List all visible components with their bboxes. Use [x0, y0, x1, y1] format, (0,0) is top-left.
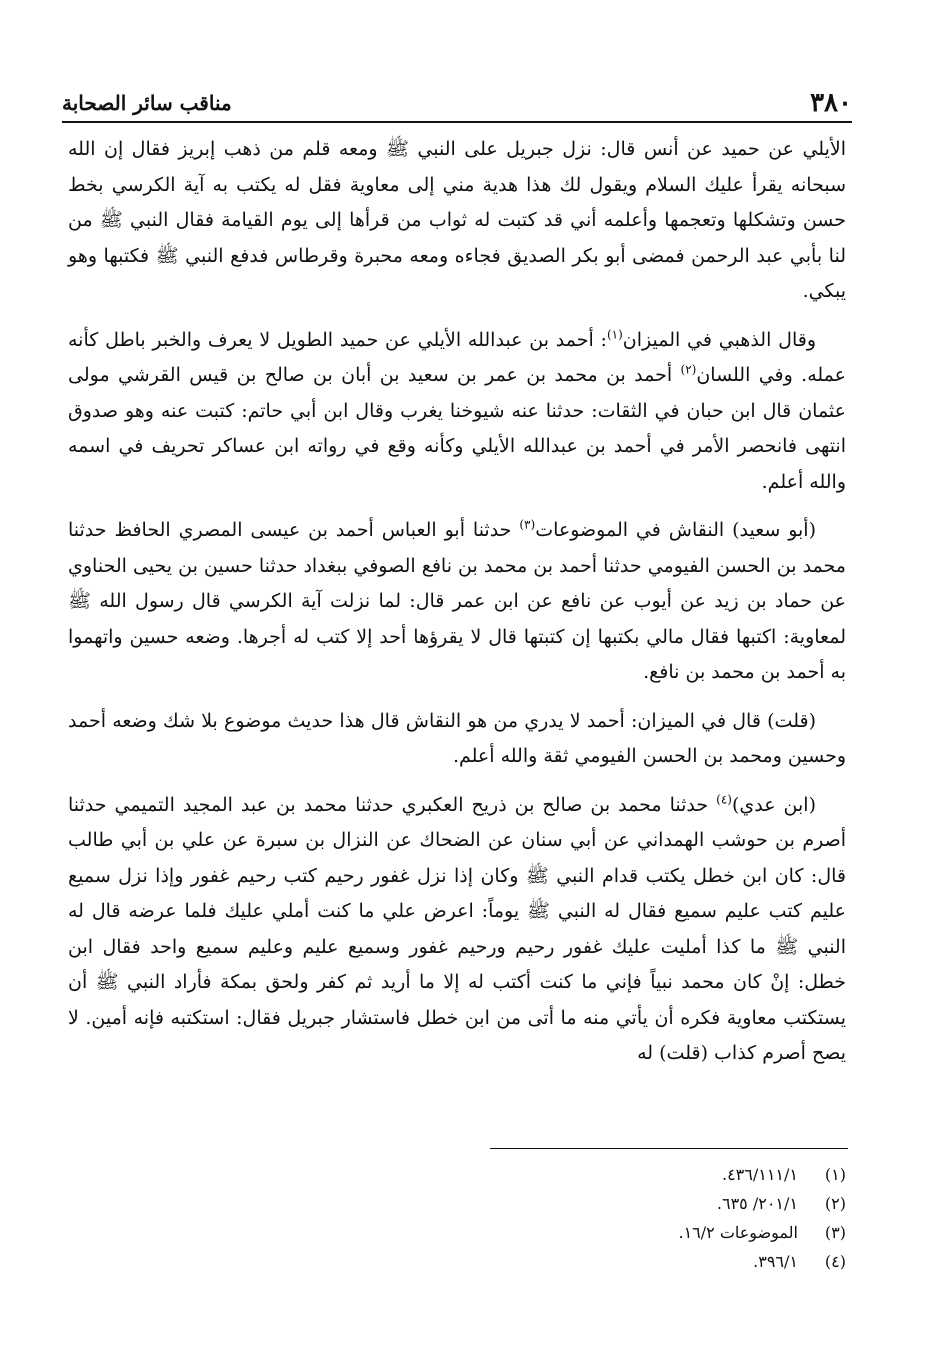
footnote-number: (٤) [824, 1252, 846, 1271]
footnote-text: ٣٩٦/١. [753, 1252, 798, 1271]
footnote-divider [490, 1148, 848, 1149]
footnote-number: (١) [824, 1165, 846, 1184]
running-title: مناقب سائر الصحابة [62, 91, 232, 115]
paragraph [68, 323, 846, 501]
paragraph-text: حدثنا أبو العباس أحمد بن عيسى المصري الحافظ حدثنا محمد بن الحسن الفيومي حدثنا أحمد بن محمد بن نافع الصوفي ببغداد حدثنا حسين بن يحيى الحناوي عن حماد بن زيد عن أيوب عن نافع عن ابن عمر قال: لما نزلت آية الكرسي قال رسول الله ﷺ لمعاوية: اكتبها فقال مالي بكتبها إن كتبتها قال لا يقرؤها أحد إلا كتب له أجرها. وضعه حسين واتهموا به أحمد بن محمد بن نافع. [68, 519, 846, 683]
footnote-text: ٢٠١/١/ ٦٣٥. [716, 1194, 798, 1213]
footnote-reference: (٢) [680, 362, 697, 377]
footnote-number: (٢) [824, 1194, 846, 1213]
footnotes [480, 1160, 846, 1276]
footnote-reference: (١) [606, 327, 623, 342]
page-number: ٣٨٠ [810, 88, 852, 118]
paragraph-text: حدثنا محمد بن صالح بن ذريح العكبري حدثنا محمد بن عبد المجيد التميمي حدثنا أصرم بن حوشب الهمداني عن أبي سنان عن الضحاك عن النزال بن سبرة عن علي بن أبي طالب قال: كان ابن خطل يكتب قدام النبي ﷺ وكان إذا نزل غفور رحيم كتب رحيم غفور وإذا نزل سميع عليم كتب عليم سميع فقال له النبي ﷺ يوماً: اعرض علي ما كنت أملي عليك فلما عرضه قال له النبي ﷺ ما كذا أمليت عليك غفور رحيم ورحيم غفور وسميع عليم وعليم سميع واحد فقال ابن خطل: إنْ كان محمد نبياً فإني ما كنت أكتب له إلا ما أريد ثم كفر ولحق بمكة فأراد النبي ﷺ أن يستكتب معاوية فكره أن يأتي منه ما أتى من ابن خطل فاستشار جبريل فقال: استكتبه فإنه أمين. لا يصح أصرم كذاب (قلت) له [68, 793, 846, 1064]
paragraph [68, 513, 846, 691]
paragraph-text: الأيلي عن حميد عن أنس قال: نزل جبريل على النبي ﷺ ومعه قلم من ذهب إبريز فقال إن الله سبحانه يقرأ عليك السلام ويقول لك هذا هدية مني إلى معاوية فقل له يكتب به آية الكرسي بخط حسن وتشكلها وتعجمها وأعلمه أني قد كتبت له ثواب من قرأها إلى يوم القيامة فقال النبي ﷺ من لنا بأبي عبد الرحمن فمضى أبو بكر الصديق فجاءه ومعه محبرة وقرطاس فدفع النبي ﷺ فكتبها وهو يبكي. [68, 138, 846, 302]
paragraph [68, 788, 846, 1072]
footnote-text: الموضوعات ١٦/٢. [678, 1223, 798, 1242]
main-text [68, 132, 846, 1085]
footnote-text: ٤٣٦/١١١/١. [721, 1165, 798, 1184]
paragraph [68, 704, 846, 775]
footnote [480, 1218, 846, 1247]
paragraph-text: أحمد بن محمد بن عمر بن سعيد بن أبان بن صالح بن قيس القرشي مولى عثمان قال ابن حبان في الثقات: حدثنا عنه شيوخنا يغرب وقال ابن أبي حاتم: كتبت عنه وهو صدوق انتهى فانحصر الأمر في أحمد بن عبدالله الأيلي وكأنه وقع في رواته ابن عساكر تحريف في اسمه والله أعلم. [68, 364, 846, 493]
paragraph-text: (ابن عدي) [731, 793, 816, 816]
paragraph-text: (قلت) قال في الميزان: أحمد لا يدري من هو النقاش قال هذا حديث موضوع بلا شك وضعه أحمد وحسين ومحمد بن الحسن الفيومي ثقة والله أعلم. [68, 709, 846, 767]
footnote [480, 1189, 846, 1218]
paragraph-text: (أبو سعيد) النقاش في الموضوعات [535, 519, 816, 541]
paragraph-text: وقال الذهبي في الميزان [622, 328, 816, 351]
header-rule [62, 121, 852, 123]
footnote [480, 1160, 846, 1189]
paragraph [68, 132, 846, 310]
footnote-reference: (٣) [519, 517, 536, 532]
paragraph-text: : أحمد بن عبدالله الأيلي عن حميد الطويل لا يعرف والخبر باطل كأنه عمله. وفي اللسان [68, 328, 846, 386]
page-header [62, 80, 852, 118]
footnote-number: (٣) [824, 1223, 846, 1242]
footnote-reference: (٤) [716, 792, 732, 807]
footnote [480, 1247, 846, 1276]
